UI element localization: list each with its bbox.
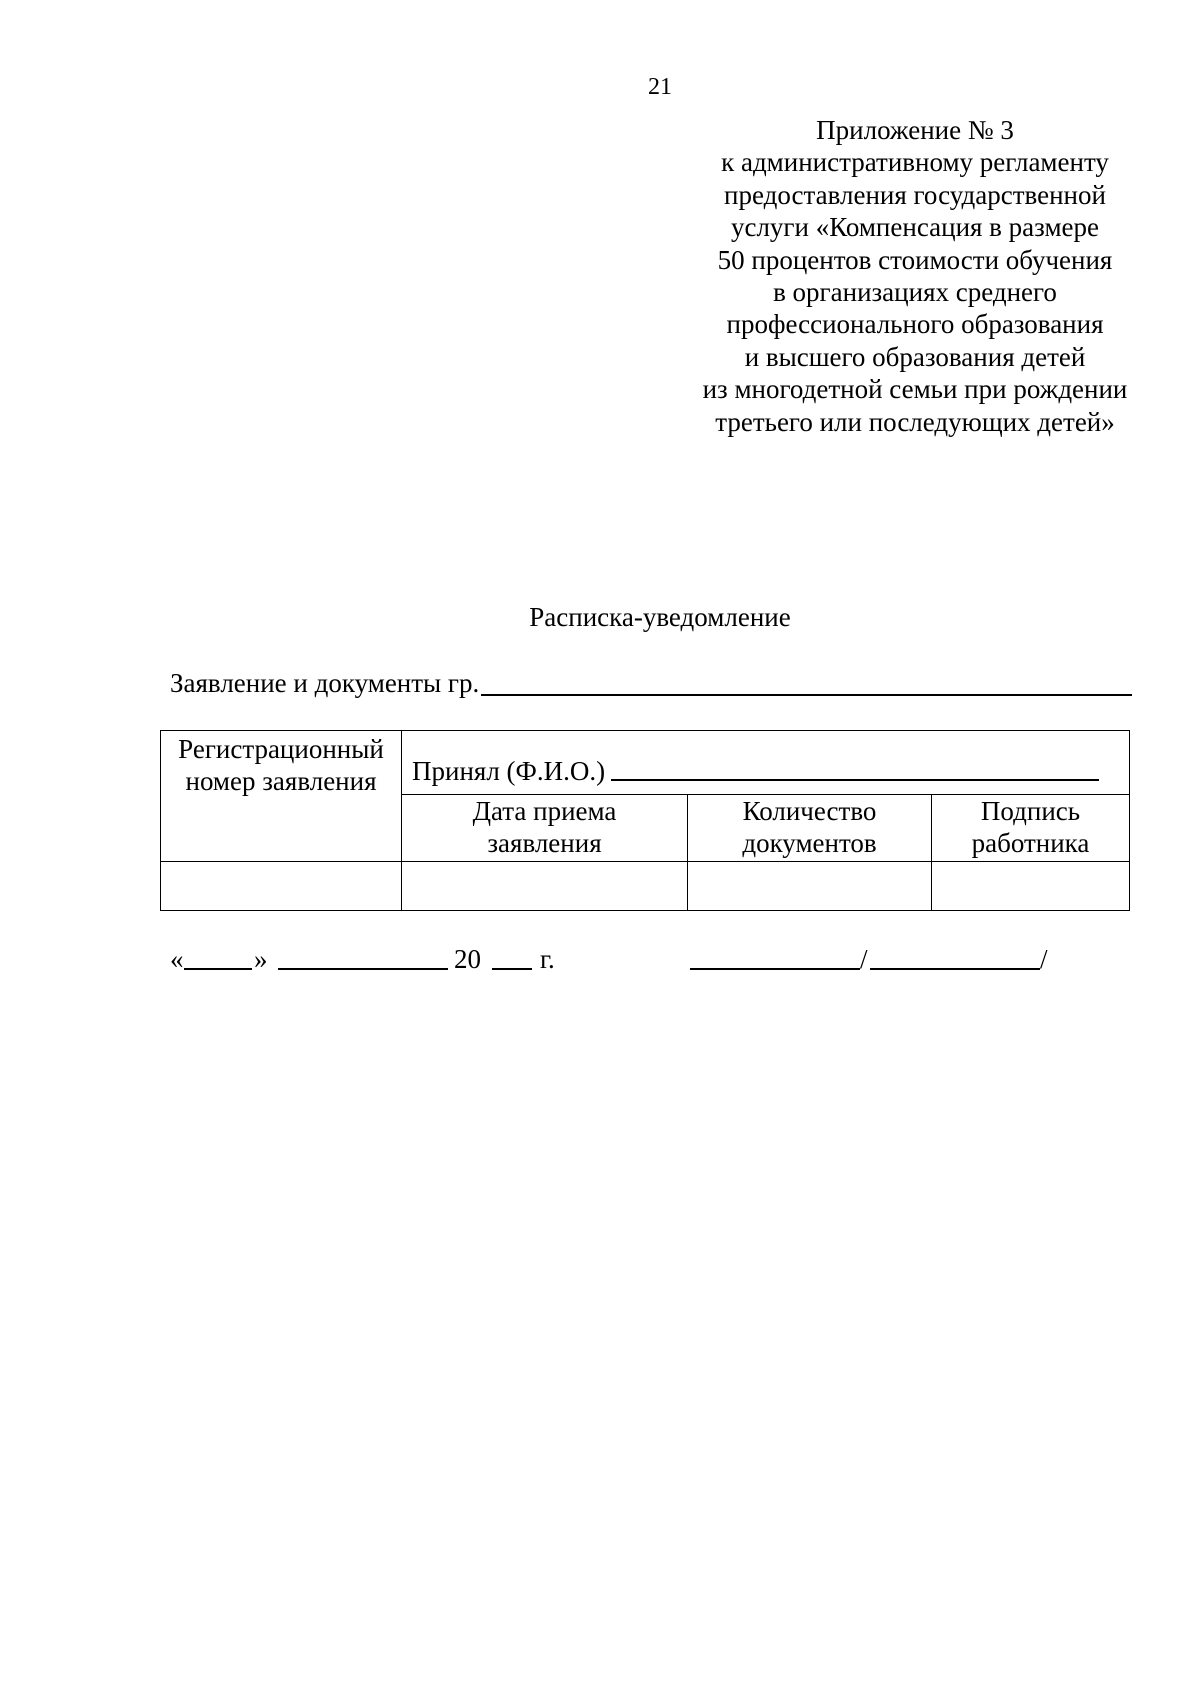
documents-count-header — [688, 795, 932, 862]
accepted-by-cell — [402, 731, 1130, 795]
documents-count-label: Количество — [742, 796, 877, 827]
signature-name-field[interactable] — [870, 966, 1040, 970]
appendix-line: и высшего образования детей — [744, 341, 1086, 372]
date-received-label: Дата приема — [472, 796, 617, 827]
date-received-value[interactable] — [402, 862, 688, 911]
registration-number-label: номер заявления — [185, 766, 377, 796]
appendix-line: Приложение № 3 — [816, 115, 1014, 145]
document-title: Расписка-уведомление — [529, 602, 791, 632]
appendix-line: третьего или последующих детей» — [715, 406, 1115, 437]
day-field[interactable] — [184, 966, 252, 970]
registration-number-value[interactable] — [161, 862, 402, 911]
appendix-line: к административному регламенту — [721, 147, 1109, 178]
appendix-line: предоставления государственной — [724, 179, 1106, 210]
receipt-table — [160, 730, 1130, 911]
applicant-label: Заявление и документы гр. — [170, 668, 480, 698]
appendix-line: из многодетной семьи при рождении — [702, 374, 1128, 405]
signature-slash: / — [860, 944, 868, 974]
date-received-header — [402, 795, 688, 862]
applicant-name-field[interactable] — [481, 666, 1132, 696]
employee-signature-value[interactable] — [932, 862, 1130, 911]
month-field[interactable] — [278, 966, 448, 970]
appendix-header — [660, 114, 1170, 438]
appendix-line: профессионального образования — [726, 309, 1104, 340]
employee-signature-label: Подпись — [980, 796, 1081, 827]
signature-field[interactable] — [690, 966, 860, 970]
close-quote: » — [254, 944, 268, 974]
employee-signature-header — [932, 795, 1130, 862]
documents-count-label: документов — [742, 828, 877, 859]
applicant-row — [170, 664, 1132, 700]
accepted-by-label: Принял (Ф.И.О.) — [412, 755, 606, 786]
year-field[interactable] — [492, 966, 532, 970]
open-quote: « — [170, 944, 184, 974]
registration-number-header — [161, 731, 402, 862]
employee-signature-label: работника — [971, 828, 1090, 859]
year-prefix: 20 — [454, 944, 481, 974]
documents-count-value[interactable] — [688, 862, 932, 911]
accepted-by-field[interactable] — [611, 755, 1099, 781]
signature-end-slash: / — [1040, 944, 1048, 974]
date-signature-row — [170, 940, 1070, 976]
date-received-label: заявления — [487, 828, 602, 859]
registration-number-label: Регистрационный — [178, 734, 384, 764]
appendix-line: 50 процентов стоимости обучения — [717, 244, 1113, 275]
appendix-line: услуги «Компенсация в размере — [730, 212, 1100, 243]
appendix-line: в организациях среднего — [773, 277, 1057, 308]
page-number: 21 — [648, 74, 672, 100]
year-suffix: г. — [540, 944, 555, 974]
